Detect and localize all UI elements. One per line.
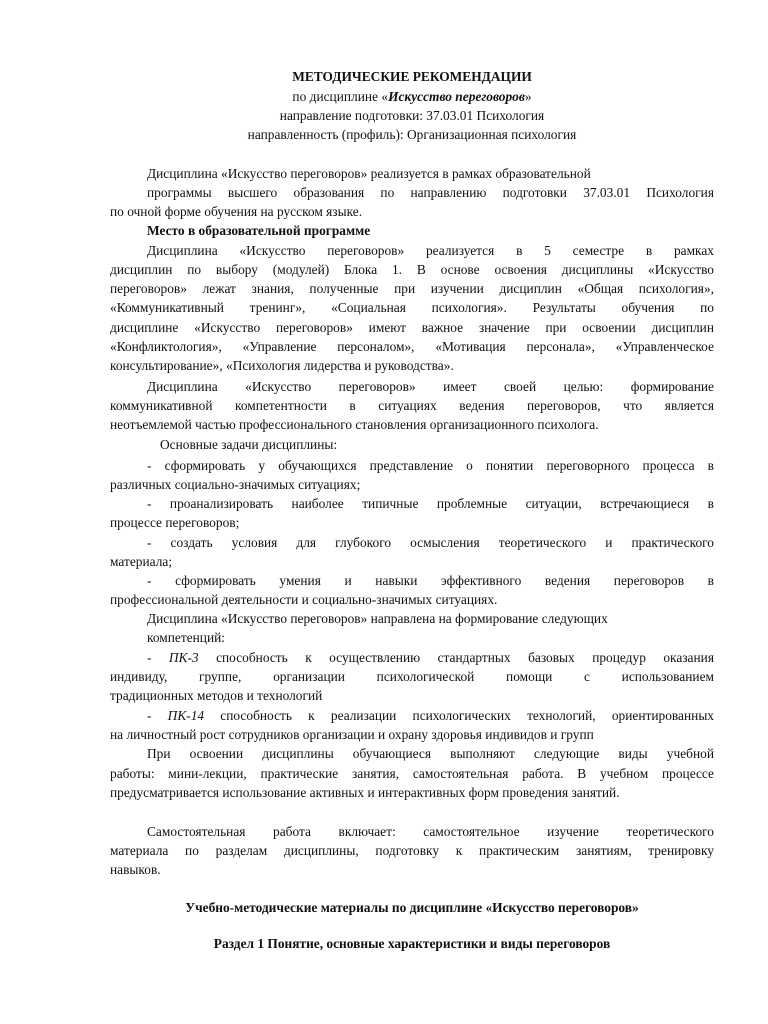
task-line-3: - проанализировать наиболее типичные проблемные ситуации, встречающиеся в — [147, 496, 714, 511]
self-work-line-1: Самостоятельная работа включает: самостоятельное изучение теоретического — [147, 824, 714, 839]
intro-line-3: по очной форме обучения на русском языке. — [110, 204, 363, 219]
place-line-1: Дисциплина «Искусство переговоров» реализуется в 5 семестре в рамках — [147, 243, 714, 258]
pk3-code: ПК-3 — [168, 650, 199, 665]
place-line-2: дисциплин по выбору (модулей) Блока 1. В основе освоения дисциплины «Искусство — [110, 262, 714, 277]
pk3-line-2: индивиду, группе, организации психологической помощи с использованием — [110, 669, 714, 684]
discipline-prefix: по дисциплине « — [292, 89, 389, 104]
goal-line-1: Дисциплина «Искусство переговоров» имеет своей целью: формирование — [147, 379, 714, 394]
place-line-3: переговоров» лежат знания, полученные при изучении дисциплин «Общая психология», — [110, 281, 714, 296]
task-line-5: - создать условия для глубокого осмысления теоретического и практического — [147, 535, 714, 550]
task-line-4: процессе переговоров; — [110, 515, 240, 530]
work-line-3: предусматривается использование активных и интерактивных форм проведения занятий. — [110, 785, 620, 800]
tasks-heading: Основные задачи дисциплины: — [160, 437, 338, 452]
direction-line: направление подготовки: 37.03.01 Психология — [279, 108, 545, 123]
work-line-2: работы: мини-лекции, практические занятия, самостоятельная работа. В учебном процессе — [110, 766, 714, 781]
intro-line-1: Дисциплина «Искусство переговоров» реализуется в рамках образовательной — [147, 166, 591, 181]
discipline-name: Искусство переговоров — [388, 89, 525, 104]
task-line-1: - сформировать у обучающихся представление о понятии переговорного процесса в — [147, 458, 714, 473]
competences-line-2: компетенций: — [147, 630, 226, 645]
place-line-4: «Коммуникативный тренинг», «Социальная психология». Результаты обучения по — [110, 300, 714, 315]
place-line-6: «Конфликтология», «Управление персоналом», «Мотивация персонала», «Управленческое — [110, 339, 714, 354]
work-line-1: При освоении дисциплины обучающиеся выполняют следующие виды учебной — [147, 746, 714, 761]
goal-line-3: неотъемлемой частью профессионального становления организационного психолога. — [110, 417, 599, 432]
task-line-2: различных социально-значимых ситуациях; — [110, 477, 361, 492]
place-heading: Место в образовательной программе — [147, 223, 371, 238]
pk14-dash: - — [147, 708, 168, 723]
goal-line-2: коммуникативной компетентности в ситуациях ведения переговоров, что является — [110, 398, 714, 413]
pk14-code: ПК-14 — [167, 708, 205, 723]
document-title: МЕТОДИЧЕСКИЕ РЕКОМЕНДАЦИИ — [292, 69, 532, 84]
task-line-6: материала; — [110, 554, 173, 569]
pk14-line-1 — [147, 706, 714, 725]
competences-line-1: Дисциплина «Искусство переговоров» направлена на формирование следующих — [147, 611, 608, 626]
pk14-text: способность к реализации психологических технологий, ориентированных — [204, 708, 715, 723]
discipline-line — [110, 87, 714, 106]
task-line-8: профессиональной деятельности и социально-значимых ситуациях. — [110, 592, 498, 607]
pk14-line-2: на личностный рост сотрудников организации и охрану здоровья индивидов и групп — [110, 727, 594, 742]
pk3-text: способность к осуществлению стандартных базовых процедур оказания — [198, 650, 714, 665]
intro-line-2: программы высшего образования по направлению подготовки 37.03.01 Психология — [147, 185, 714, 200]
place-line-7: консультирование», «Психология лидерства и руководства». — [110, 358, 454, 373]
pk3-dash: - — [147, 650, 169, 665]
self-work-line-2: материала по разделам дисциплины, подготовку к практическим занятиям, тренировку — [110, 843, 714, 858]
materials-heading: Учебно-методические материалы по дисциплине «Искусство переговоров» — [185, 900, 639, 915]
pk3-line-3: традиционных методов и технологий — [110, 688, 323, 703]
profile-line: направленность (профиль): Организационная психология — [247, 127, 577, 142]
place-line-5: дисциплине «Искусство переговоров» имеют важное значение при освоении дисциплин — [110, 320, 714, 335]
section-1-heading: Раздел 1 Понятие, основные характеристики и виды переговоров — [213, 936, 611, 951]
discipline-suffix: » — [524, 89, 532, 104]
task-line-7: - сформировать умения и навыки эффективного ведения переговоров в — [147, 573, 714, 588]
pk3-line-1 — [147, 648, 714, 667]
self-work-line-3: навыков. — [110, 862, 161, 877]
